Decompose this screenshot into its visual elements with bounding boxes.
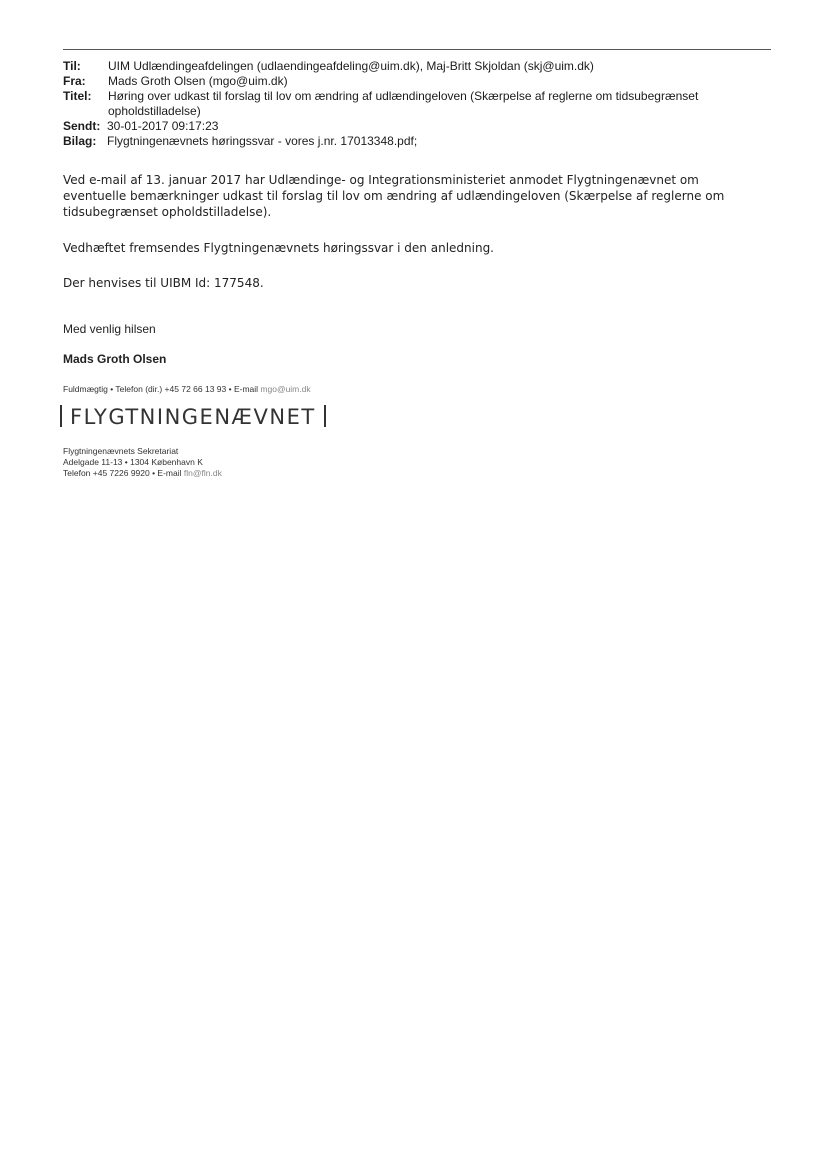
top-divider — [63, 49, 771, 50]
from-label: Fra: — [63, 74, 86, 88]
org-email: fln@fln.dk — [183, 468, 222, 478]
sent-value: 30-01-2017 09:17:23 — [107, 119, 219, 133]
body-paragraph-2: Vedhæftet fremsendes Flygtningenævnets høringssvar i den anledning. — [63, 241, 494, 255]
header-sent-row — [63, 119, 763, 134]
closing-greeting: Med venlig hilsen — [63, 322, 156, 336]
logo-text: FLYGTNINGENÆVNET — [70, 405, 316, 429]
body-paragraph-3: Der henvises til UIBM Id: 177548. — [63, 276, 264, 290]
logo-right-bar — [324, 405, 326, 427]
org-contact — [63, 468, 222, 479]
subject-label: Titel: — [63, 89, 92, 103]
to-label: Til: — [63, 59, 81, 73]
org-address: Adelgade 11-13 • 1304 København K — [63, 457, 203, 467]
header-subject-row — [63, 89, 763, 119]
attachment-label: Bilag: — [63, 134, 97, 148]
sender-name: Mads Groth Olsen — [63, 352, 167, 366]
contact-email: mgo@uim.dk — [260, 384, 311, 394]
email-header — [63, 59, 763, 149]
sent-label: Sendt: — [63, 119, 101, 133]
header-from-row — [63, 74, 763, 89]
header-attachment-row — [63, 134, 763, 149]
logo-left-bar — [60, 405, 62, 427]
sender-contact-line — [63, 384, 311, 394]
to-value: UIM Udlændingeafdelingen (udlaendingeafdeling@uim.dk), Maj-Britt Skjoldan (skj@uim.dk) — [108, 59, 594, 73]
body-paragraph-1: Ved e-mail af 13. januar 2017 har Udlændinge- og Integrationsministeriet anmodet Flygtningenævnet om eventuelle bemærkninger udkast til forslag til lov om ændring af udlændingeloven (Skærpelse af reglerne om tidsubegrænset opholdstilladelse). — [63, 173, 725, 219]
subject-value: Høring over udkast til forslag til lov om ændring af udlændingeloven (Skærpelse af reglerne om tidsubegrænset opholdstilladelse) — [108, 89, 699, 118]
organization-footer — [63, 446, 222, 479]
organization-logo — [60, 405, 326, 429]
from-value: Mads Groth Olsen (mgo@uim.dk) — [108, 74, 288, 88]
contact-prefix: Fuldmægtig • Telefon (dir.) +45 72 66 13 93 • E-mail — [63, 384, 259, 394]
org-phone: Telefon +45 7226 9920 • E-mail — [63, 468, 182, 478]
attachment-value: Flygtningenævnets høringssvar - vores j.nr. 17013348.pdf; — [107, 134, 418, 148]
header-to-row — [63, 59, 763, 74]
org-name: Flygtningenævnets Sekretariat — [63, 446, 179, 456]
